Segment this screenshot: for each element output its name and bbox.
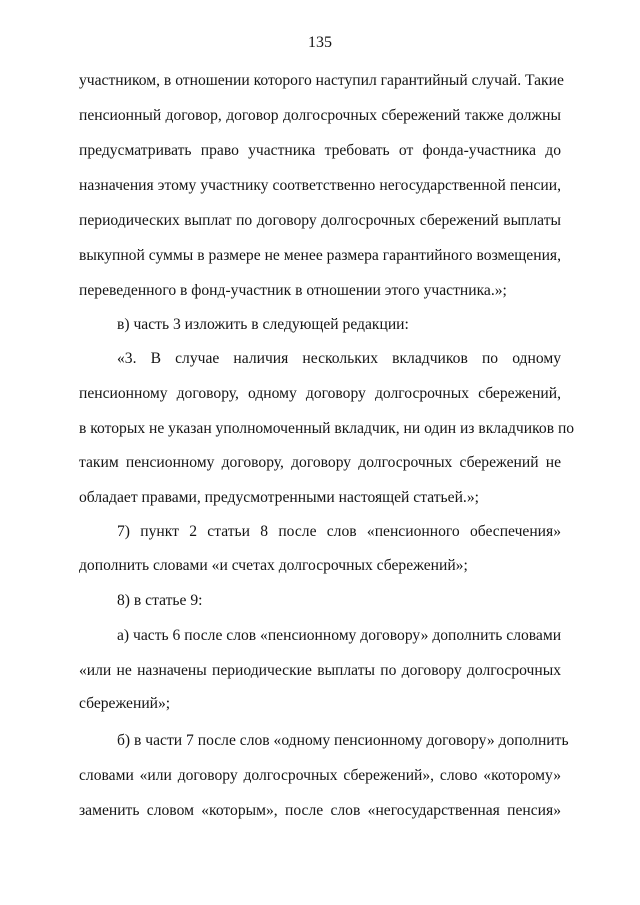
text-line: заменить словом «которым», после слов «негосударственная пенсия» xyxy=(79,802,561,819)
text-line: выкупной суммы в размере не менее размера гарантийного возмещения, xyxy=(79,247,561,264)
text-line: словами «или договору долгосрочных сбережений», слово «которому» xyxy=(79,767,561,784)
text-line: 8) в статье 9: xyxy=(117,592,203,609)
text-line: сбережений»; xyxy=(79,695,171,712)
text-line: пенсионный договор, договор долгосрочных сбережений также должны xyxy=(79,107,561,124)
text-line: таким пенсионному договору, договору долгосрочных сбережений не xyxy=(79,454,561,471)
text-line: «или не назначены периодические выплаты по договору долгосрочных xyxy=(79,662,561,679)
text-line: в которых не указан уполномоченный вкладчик, ни один из вкладчиков по xyxy=(79,420,575,437)
text-line: периодических выплат по договору долгосрочных сбережений выплаты xyxy=(79,212,561,229)
text-line: пенсионному договору, одному договору долгосрочных сбережений, xyxy=(79,385,561,402)
text-line: предусматривать право участника требовать от фонда-участника до xyxy=(79,142,561,159)
text-line: а) часть 6 после слов «пенсионному договору» дополнить словами xyxy=(117,627,562,644)
text-line: участником, в отношении которого наступил гарантийный случай. Такие xyxy=(79,72,564,89)
text-line: дополнить словами «и счетах долгосрочных сбережений»; xyxy=(79,557,468,574)
text-line: 7) пункт 2 статьи 8 после слов «пенсионного обеспечения» xyxy=(117,523,561,540)
text-line: б) в части 7 после слов «одному пенсионному договору» дополнить xyxy=(117,732,569,749)
page-number: 135 xyxy=(308,34,332,51)
text-line: «3. В случае наличия нескольких вкладчиков по одному xyxy=(117,350,561,367)
text-line: переведенного в фонд-участник в отношении этого участника.»; xyxy=(79,282,507,299)
text-line: обладает правами, предусмотренными настоящей статьей.»; xyxy=(79,489,479,506)
text-line: в) часть 3 изложить в следующей редакции: xyxy=(117,316,409,333)
text-line: назначения этому участнику соответственно негосударственной пенсии, xyxy=(79,177,561,194)
